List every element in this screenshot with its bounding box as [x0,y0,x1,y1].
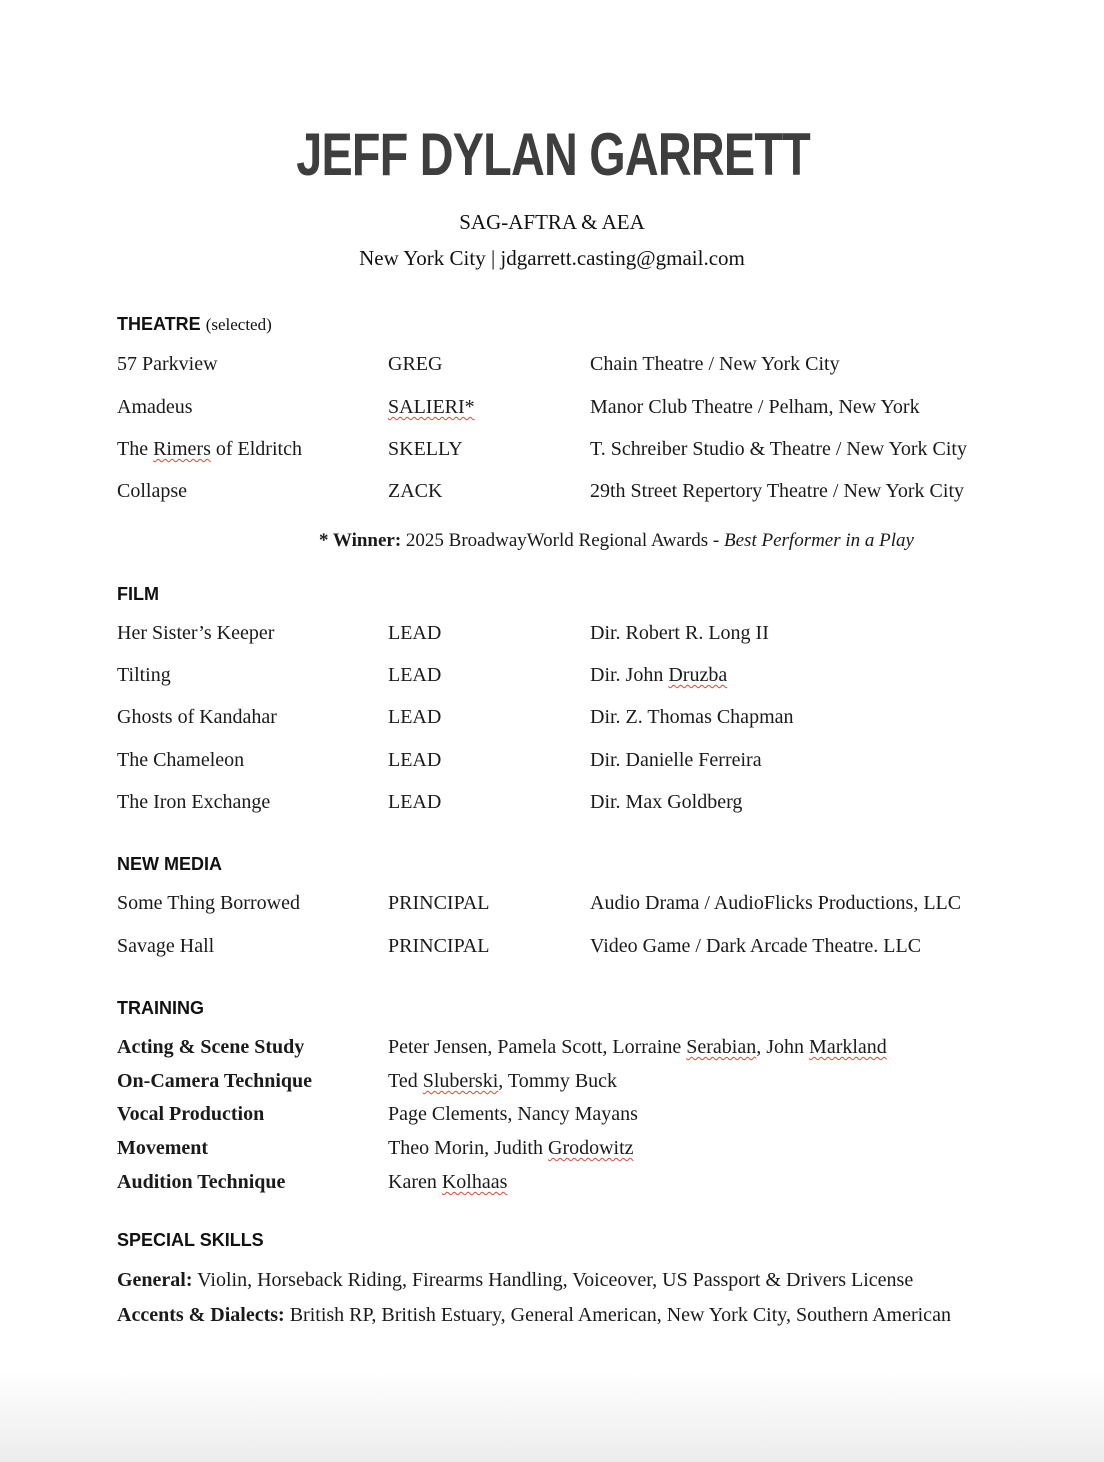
spellcheck-word: Serabian [686,1036,757,1058]
contact-line: New York City | jdgarrett.casting@gmail.com [359,246,745,270]
credit-role: PRINCIPAL [388,935,490,957]
credit-role: GREG [388,353,443,375]
training-teachers: Page Clements, Nancy Mayans [388,1103,638,1125]
credit-role: LEAD [388,706,442,728]
actor-name: JEFF DYLAN GARRETT [296,121,810,188]
credit-venue: Chain Theatre / New York City [590,353,840,375]
accents-label: Accents & Dialects: [117,1304,285,1326]
credit-role: LEAD [388,791,442,813]
new-media-row [0,892,1104,922]
theatre-row [0,353,1104,383]
credit-director: Dir. John Druzba [590,664,728,686]
spellcheck-word: Kolhaas [441,1171,508,1193]
union-affiliations: SAG-AFTRA & AEA [459,210,645,234]
training-heading: TRAINING [117,998,204,1018]
credit-title: 57 Parkview [117,353,218,375]
general-skills [117,1269,913,1292]
new-media-heading: NEW MEDIA [117,854,222,874]
spellcheck-word: Druzba [668,664,728,686]
credit-title: Her Sister’s Keeper [117,622,275,644]
spellcheck-word: Grodowitz [548,1137,634,1159]
theatre-subheading: (selected) [205,315,272,334]
credit-title: Collapse [117,480,187,502]
theatre-row [0,438,1104,468]
credit-role: SKELLY [388,438,463,460]
accents-list: British RP, British Estuary, General American, New York City, Southern American [284,1304,951,1326]
film-row [0,706,1104,736]
credit-role: ZACK [388,480,443,502]
training-teachers: Peter Jensen, Pamela Scott, Lorraine Serabian, John Markland [388,1036,887,1058]
training-label: Acting & Scene Study [117,1036,305,1058]
training-teachers: Ted Sluberski, Tommy Buck [388,1070,618,1092]
film-row [0,622,1104,652]
spellcheck-word: Sluberski [422,1070,499,1092]
award-category: Best Performer in a Play [724,530,914,551]
special-skills-heading: SPECIAL SKILLS [117,1230,264,1250]
credit-title: The Rimers of Eldritch [117,438,302,460]
credit-title: Ghosts of Kandahar [117,706,277,728]
credit-role: LEAD [388,622,442,644]
accents-skills [117,1304,951,1327]
credit-venue: T. Schreiber Studio & Theatre / New York City [590,438,967,460]
credit-title: Amadeus [117,396,193,418]
credit-role: LEAD [388,749,442,771]
credit-title: The Chameleon [117,749,245,771]
training-teachers: Theo Morin, Judith Grodowitz [388,1137,634,1159]
film-heading: FILM [117,584,159,604]
training-label: On-Camera Technique [117,1070,313,1092]
credit-role: PRINCIPAL [388,892,490,914]
credit-title: Savage Hall [117,935,215,957]
training-label: Audition Technique [117,1171,286,1193]
credit-director: Dir. Danielle Ferreira [590,749,762,771]
credit-role: SALIERI* [388,396,475,418]
training-teachers: Karen Kolhaas [388,1171,508,1193]
award-text: 2025 BroadwayWorld Regional Awards - [401,530,725,551]
training-label: Vocal Production [117,1103,265,1125]
spellcheck-word: Markland [809,1036,887,1058]
credit-title: Tilting [117,664,171,686]
theatre-heading-label: THEATRE [117,314,201,334]
credit-title: Some Thing Borrowed [117,892,300,914]
film-row [0,664,1104,694]
credit-title: The Iron Exchange [117,791,271,813]
credit-detail: Audio Drama / AudioFlicks Productions, LLC [590,892,962,914]
theatre-row [0,396,1104,426]
spellcheck-word: Rimers [153,438,211,460]
credit-role: LEAD [388,664,442,686]
credit-director: Dir. Z. Thomas Chapman [590,706,794,728]
general-skills-label: General: [117,1269,193,1291]
credit-venue: Manor Club Theatre / Pelham, New York [590,396,920,418]
general-skills-list: Violin, Horseback Riding, Firearms Handling, Voiceover, US Passport & Drivers License [192,1269,914,1291]
film-row [0,749,1104,779]
new-media-row [0,935,1104,965]
credit-venue: 29th Street Repertory Theatre / New York City [590,480,965,502]
credit-director: Dir. Max Goldberg [590,791,743,813]
theatre-heading [117,314,272,335]
film-row [0,791,1104,821]
award-prefix: * Winner: [319,530,402,551]
credit-director: Dir. Robert R. Long II [590,622,769,644]
credit-detail: Video Game / Dark Arcade Theatre. LLC [590,935,922,957]
training-label: Movement [117,1137,209,1159]
page-bottom-shadow [0,1372,1104,1462]
theatre-row [0,480,1104,510]
award-note [319,530,914,552]
